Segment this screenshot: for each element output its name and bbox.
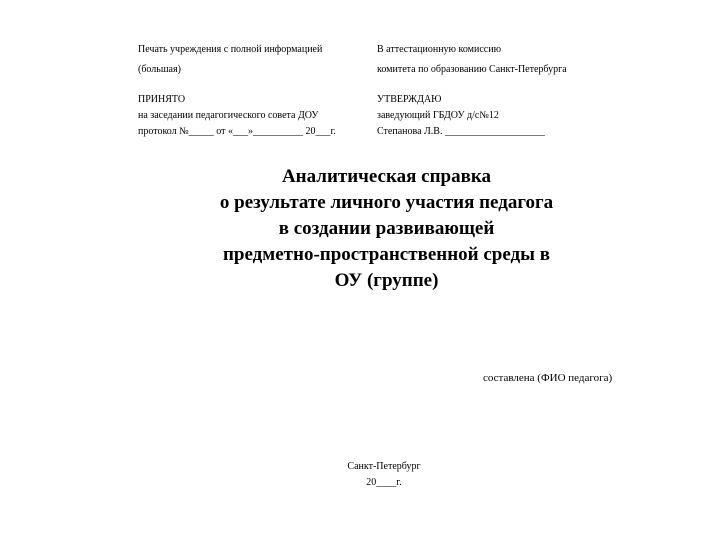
approval-heading: УТВЕРЖДАЮ	[377, 94, 442, 105]
stamp-info-line-1: Печать учреждения с полной информацией	[138, 44, 323, 55]
stamp-info-block	[138, 40, 322, 80]
footer-city: Санкт-Петербург	[347, 461, 421, 472]
accepted-heading: ПРИНЯТО	[138, 94, 186, 105]
footer-year: 20____г.	[366, 477, 402, 488]
title-line-2: о результате личного участия педагога	[219, 192, 554, 213]
approval-signature-line: Степанова Л.В. ____________________	[377, 126, 545, 137]
accepted-council-line: на заседании педагогического совета ДОУ	[138, 110, 319, 121]
stamp-info-line-2: (большая)	[138, 64, 181, 75]
commission-address-block	[377, 40, 567, 80]
accepted-block	[138, 92, 336, 140]
approval-position-line: заведующий ГБДОУ д/с№12	[377, 110, 499, 121]
title-line-5: ОУ (группе)	[334, 270, 439, 291]
accepted-protocol-line: протокол №_____ от «___»__________ 20___г.	[138, 126, 336, 137]
approval-block	[377, 92, 545, 140]
document-title	[0, 164, 720, 294]
footer-block	[330, 459, 438, 491]
title-line-3: в создании развивающей	[278, 218, 495, 239]
author-note: составлена (ФИО педагога)	[483, 372, 613, 384]
title-line-1: Аналитическая справка	[281, 166, 492, 187]
commission-address-line-1: В аттестационную комиссию	[377, 44, 502, 55]
commission-address-line-2: комитета по образованию Санкт-Петербурга	[377, 64, 567, 75]
title-line-4: предметно-пространственной среды в	[222, 244, 550, 265]
